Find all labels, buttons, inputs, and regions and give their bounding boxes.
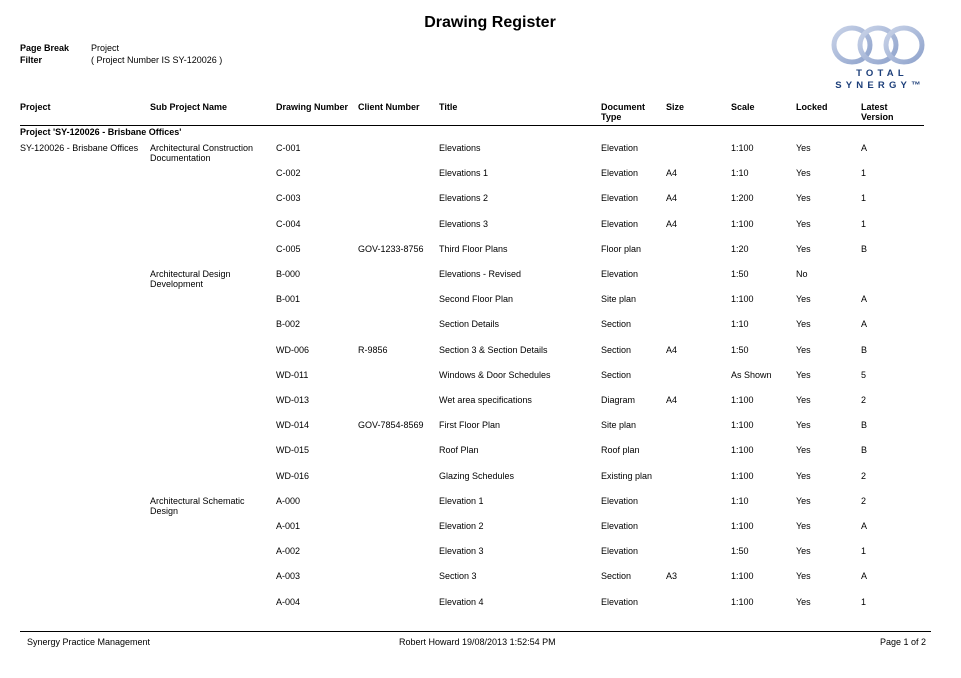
- report-title: Drawing Register: [424, 14, 556, 31]
- table-row: [0, 219, 961, 244]
- cell-document-type: Existing plan: [601, 470, 653, 481]
- cell-document-type: Elevation: [601, 269, 639, 279]
- cell-locked: Yes: [796, 344, 811, 355]
- table-row: [0, 244, 961, 269]
- cell-scale: 1:100: [731, 445, 754, 456]
- cell-latest-version: 1: [861, 218, 867, 229]
- cell-title: Section Details: [439, 319, 500, 330]
- cell-sub-project: Architectural Schematic Design: [150, 495, 245, 516]
- table-row: [0, 471, 961, 496]
- cell-title: Elevation 3: [439, 546, 484, 557]
- cell-latest-version: 1: [861, 193, 867, 204]
- cell-scale: 1:10: [731, 495, 749, 506]
- cell-title: Roof Plan: [439, 445, 479, 456]
- col-drawing-number: Drawing Number: [276, 102, 349, 112]
- cell-title: Glazing Schedules: [439, 470, 515, 481]
- cell-title: Elevations: [439, 143, 481, 153]
- cell-latest-version: 5: [861, 369, 867, 380]
- cell-title: Windows & Door Schedules: [439, 369, 551, 380]
- cell-locked: Yes: [796, 369, 811, 380]
- cell-size: A4: [666, 168, 678, 179]
- meta-page-break: [20, 42, 222, 54]
- table-row: [0, 445, 961, 470]
- cell-client-number: GOV-1233-8756: [358, 243, 424, 254]
- cell-latest-version: A: [861, 571, 868, 582]
- table-row: [0, 269, 961, 294]
- cell-locked: Yes: [796, 168, 811, 179]
- cell-document-type: Section: [601, 319, 632, 330]
- cell-drawing-number: A-000: [276, 495, 301, 506]
- table-row: [0, 420, 961, 445]
- cell-scale: 1:100: [731, 521, 754, 531]
- cell-latest-version: 2: [861, 495, 867, 506]
- cell-drawing-number: WD-013: [276, 395, 310, 405]
- cell-drawing-number: B-000: [276, 269, 301, 279]
- cell-title: Section 3: [439, 571, 477, 582]
- cell-document-type: Floor plan: [601, 243, 642, 254]
- cell-locked: Yes: [796, 571, 811, 582]
- table-row: [0, 319, 961, 344]
- cell-latest-version: B: [861, 344, 868, 355]
- cell-document-type: Section: [601, 344, 632, 355]
- cell-locked: Yes: [796, 143, 811, 153]
- cell-title: Elevations 3: [439, 218, 489, 229]
- cell-scale: 1:50: [731, 269, 749, 279]
- col-latest-version: Latest Version: [861, 102, 894, 122]
- cell-document-type: Section: [601, 571, 632, 582]
- cell-title: Wet area specifications: [439, 395, 532, 405]
- cell-scale: As Shown: [731, 369, 772, 380]
- cell-scale: 1:100: [731, 470, 754, 481]
- cell-client-number: GOV-7854-8569: [358, 420, 424, 431]
- cell-size: A4: [666, 395, 678, 405]
- cell-title: Elevation 4: [439, 596, 484, 607]
- cell-drawing-number: C-002: [276, 168, 301, 179]
- cell-locked: Yes: [796, 319, 811, 330]
- cell-latest-version: B: [861, 243, 868, 254]
- footer-page-number: Page 1 of 2: [880, 637, 927, 647]
- cell-size: A3: [666, 571, 678, 582]
- cell-drawing-number: A-001: [276, 521, 301, 531]
- table-row: [0, 496, 961, 521]
- cell-document-type: Site plan: [601, 294, 637, 305]
- cell-scale: 1:100: [731, 596, 754, 607]
- cell-drawing-number: WD-011: [276, 369, 309, 380]
- table-row: [0, 168, 961, 193]
- cell-locked: Yes: [796, 193, 811, 204]
- cell-latest-version: A: [861, 294, 868, 305]
- cell-drawing-number: A-003: [276, 571, 301, 582]
- cell-locked: Yes: [796, 546, 811, 557]
- cell-scale: 1:100: [731, 143, 754, 153]
- table-header: [0, 102, 961, 126]
- table-row: [0, 395, 961, 420]
- cell-drawing-number: B-002: [276, 319, 301, 330]
- cell-scale: 1:100: [731, 420, 754, 431]
- cell-title: First Floor Plan: [439, 420, 501, 431]
- header-divider: [20, 125, 924, 126]
- cell-document-type: Elevation: [601, 143, 639, 153]
- cell-drawing-number: C-005: [276, 243, 301, 254]
- table-row: [0, 546, 961, 571]
- logo-text-synergy: SYNERGY™: [835, 80, 925, 91]
- cell-locked: Yes: [796, 243, 811, 254]
- cell-document-type: Elevation: [601, 495, 639, 506]
- col-sub-project: Sub Project Name: [150, 102, 228, 112]
- cell-title: Second Floor Plan: [439, 294, 514, 305]
- meta-value: Project: [91, 43, 120, 53]
- cell-locked: Yes: [796, 445, 811, 456]
- col-scale: Scale: [731, 102, 755, 112]
- col-locked: Locked: [796, 102, 828, 112]
- cell-size: A4: [666, 344, 678, 355]
- cell-locked: No: [796, 269, 808, 279]
- cell-scale: 1:20: [731, 243, 749, 254]
- group-header: Project 'SY-120026 - Brisbane Offices': [20, 127, 182, 137]
- meta-label: Filter: [20, 55, 43, 65]
- cell-latest-version: 1: [861, 546, 867, 557]
- table-row: [0, 143, 961, 168]
- cell-document-type: Elevation: [601, 596, 639, 607]
- logo-text-total: TOTAL: [856, 68, 908, 79]
- rings-icon: [828, 24, 928, 66]
- cell-scale: 1:200: [731, 193, 754, 204]
- table-row: [0, 370, 961, 395]
- cell-scale: 1:100: [731, 571, 754, 582]
- cell-title: Elevation 1: [439, 495, 484, 506]
- cell-document-type: Site plan: [601, 420, 637, 431]
- cell-sub-project: Architectural Construction Documentation: [150, 143, 254, 163]
- cell-drawing-number: C-003: [276, 193, 301, 204]
- col-project: Project: [20, 102, 51, 112]
- cell-locked: Yes: [796, 294, 811, 305]
- cell-drawing-number: WD-015: [276, 445, 310, 456]
- cell-scale: 1:50: [731, 546, 749, 557]
- cell-drawing-number: C-001: [276, 143, 301, 153]
- cell-latest-version: 1: [861, 596, 867, 607]
- cell-title: Elevation 2: [439, 521, 484, 531]
- cell-document-type: Section: [601, 369, 632, 380]
- table-row: [0, 597, 961, 622]
- cell-latest-version: B: [861, 420, 868, 431]
- table-row: [0, 521, 961, 546]
- cell-drawing-number: WD-006: [276, 344, 310, 355]
- cell-drawing-number: B-001: [276, 294, 301, 305]
- col-client-number: Client Number: [358, 102, 420, 112]
- cell-document-type: Elevation: [601, 521, 639, 531]
- cell-title: Elevations 1: [439, 168, 489, 179]
- cell-document-type: Diagram: [601, 395, 636, 405]
- cell-latest-version: A: [861, 521, 868, 531]
- table-row: [0, 294, 961, 319]
- cell-document-type: Elevation: [601, 193, 639, 204]
- cell-locked: Yes: [796, 470, 811, 481]
- cell-scale: 1:100: [731, 294, 754, 305]
- cell-latest-version: B: [861, 445, 868, 456]
- total-synergy-logo: [828, 24, 928, 94]
- report-meta: [20, 42, 222, 66]
- cell-sub-project: Architectural Design Development: [150, 269, 231, 289]
- cell-drawing-number: WD-016: [276, 470, 310, 481]
- cell-latest-version: A: [861, 319, 868, 330]
- cell-drawing-number: A-002: [276, 546, 301, 557]
- footer-divider: [20, 631, 931, 632]
- table-row: [0, 571, 961, 596]
- cell-title: Third Floor Plans: [439, 243, 508, 254]
- meta-value: ( Project Number IS SY-120026 ): [91, 55, 223, 65]
- cell-latest-version: 2: [861, 395, 867, 405]
- cell-locked: Yes: [796, 218, 811, 229]
- col-size: Size: [666, 102, 685, 112]
- cell-latest-version: 2: [861, 470, 867, 481]
- cell-drawing-number: C-004: [276, 218, 301, 229]
- cell-document-type: Elevation: [601, 168, 639, 179]
- meta-filter: [20, 54, 222, 66]
- cell-locked: Yes: [796, 495, 811, 506]
- cell-scale: 1:100: [731, 395, 754, 405]
- cell-document-type: Elevation: [601, 546, 639, 557]
- cell-scale: 1:10: [731, 319, 749, 330]
- cell-size: A4: [666, 193, 678, 204]
- cell-size: A4: [666, 218, 678, 229]
- cell-locked: Yes: [796, 420, 811, 431]
- cell-title: Elevations - Revised: [439, 269, 522, 279]
- col-title: Title: [439, 102, 458, 112]
- table-row: [0, 345, 961, 370]
- cell-client-number: R-9856: [358, 344, 388, 355]
- cell-drawing-number: A-004: [276, 596, 301, 607]
- cell-drawing-number: WD-014: [276, 420, 310, 431]
- cell-title: Section 3 & Section Details: [439, 344, 548, 355]
- cell-latest-version: A: [861, 143, 868, 153]
- cell-scale: 1:10: [731, 168, 749, 179]
- cell-document-type: Roof plan: [601, 445, 640, 456]
- table-row: [0, 193, 961, 218]
- cell-title: Elevations 2: [439, 193, 489, 204]
- cell-latest-version: 1: [861, 168, 867, 179]
- cell-scale: 1:50: [731, 344, 749, 355]
- meta-label: Page Break: [20, 43, 70, 53]
- footer-user-timestamp: Robert Howard 19/08/2013 1:52:54 PM: [399, 637, 556, 647]
- col-document-type: Document Type: [601, 102, 646, 122]
- footer-app-name: Synergy Practice Management: [27, 637, 151, 647]
- cell-project: SY-120026 - Brisbane Offices: [20, 143, 139, 153]
- cell-locked: Yes: [796, 521, 811, 531]
- cell-locked: Yes: [796, 596, 811, 607]
- cell-scale: 1:100: [731, 218, 754, 229]
- cell-document-type: Elevation: [601, 218, 639, 229]
- cell-locked: Yes: [796, 395, 811, 405]
